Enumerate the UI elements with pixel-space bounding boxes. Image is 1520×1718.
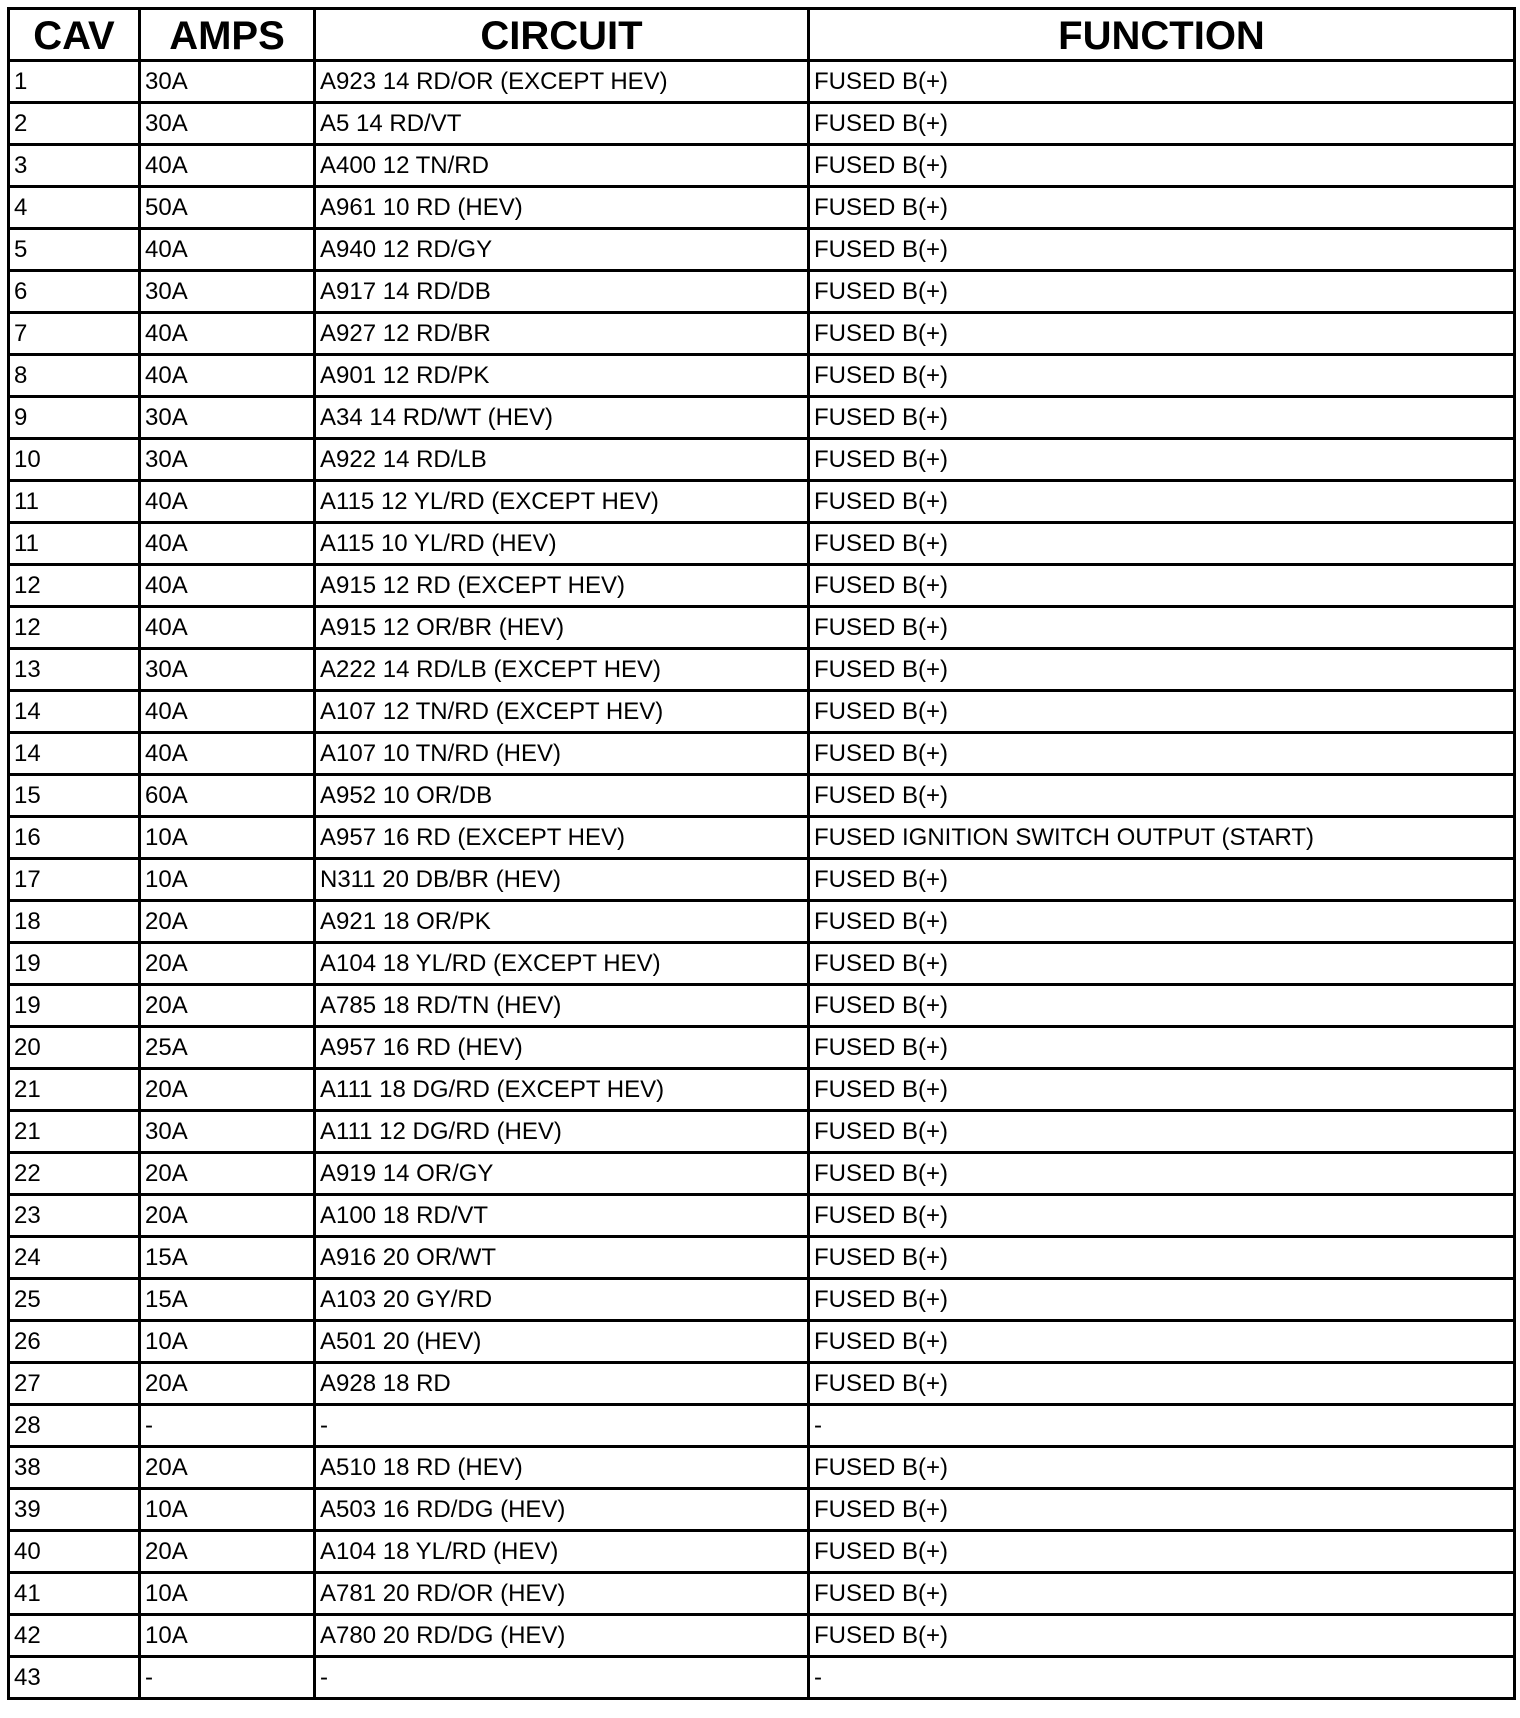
cell-cav: 14 (9, 691, 140, 733)
cell-circuit: A222 14 RD/LB (EXCEPT HEV) (315, 649, 809, 691)
table-row (9, 1321, 1515, 1363)
cell-cav: 21 (9, 1069, 140, 1111)
cell-cav: 11 (9, 523, 140, 565)
cell-cav: 18 (9, 901, 140, 943)
table-row (9, 943, 1515, 985)
cell-cav: 6 (9, 271, 140, 313)
cell-function: FUSED B(+) (809, 1321, 1515, 1363)
cell-function: FUSED B(+) (809, 1027, 1515, 1069)
cell-amps: 40A (140, 229, 315, 271)
cell-function: FUSED IGNITION SWITCH OUTPUT (START) (809, 817, 1515, 859)
cell-amps: 40A (140, 145, 315, 187)
cell-circuit: A915 12 RD (EXCEPT HEV) (315, 565, 809, 607)
cell-amps: - (140, 1405, 315, 1447)
cell-function: FUSED B(+) (809, 1069, 1515, 1111)
cell-circuit: A919 14 OR/GY (315, 1153, 809, 1195)
cell-cav: 40 (9, 1531, 140, 1573)
cell-circuit: A100 18 RD/VT (315, 1195, 809, 1237)
cell-amps: 10A (140, 859, 315, 901)
cell-amps: 40A (140, 523, 315, 565)
cell-function: FUSED B(+) (809, 1615, 1515, 1657)
cell-circuit: A107 10 TN/RD (HEV) (315, 733, 809, 775)
cell-function: FUSED B(+) (809, 733, 1515, 775)
cell-amps: 20A (140, 1069, 315, 1111)
table-row (9, 355, 1515, 397)
cell-amps: 25A (140, 1027, 315, 1069)
table-row (9, 1069, 1515, 1111)
table-row (9, 1153, 1515, 1195)
cell-amps: 40A (140, 355, 315, 397)
table-row (9, 901, 1515, 943)
cell-circuit: A104 18 YL/RD (EXCEPT HEV) (315, 943, 809, 985)
cell-circuit: N311 20 DB/BR (HEV) (315, 859, 809, 901)
cell-function: FUSED B(+) (809, 481, 1515, 523)
table-row (9, 397, 1515, 439)
cell-circuit: A916 20 OR/WT (315, 1237, 809, 1279)
cell-amps: 30A (140, 271, 315, 313)
cell-circuit: A901 12 RD/PK (315, 355, 809, 397)
cell-amps: 20A (140, 1153, 315, 1195)
table-row (9, 607, 1515, 649)
cell-cav: 21 (9, 1111, 140, 1153)
table-row (9, 1279, 1515, 1321)
cell-amps: 20A (140, 1363, 315, 1405)
cell-function: FUSED B(+) (809, 187, 1515, 229)
table-row (9, 1405, 1515, 1447)
cell-circuit: A103 20 GY/RD (315, 1279, 809, 1321)
table-row (9, 313, 1515, 355)
cell-circuit: A952 10 OR/DB (315, 775, 809, 817)
cell-function: FUSED B(+) (809, 943, 1515, 985)
cell-cav: 5 (9, 229, 140, 271)
cell-cav: 22 (9, 1153, 140, 1195)
cell-function: FUSED B(+) (809, 1279, 1515, 1321)
cell-circuit: A104 18 YL/RD (HEV) (315, 1531, 809, 1573)
cell-circuit: A928 18 RD (315, 1363, 809, 1405)
cell-function: FUSED B(+) (809, 1363, 1515, 1405)
cell-cav: 14 (9, 733, 140, 775)
cell-function: FUSED B(+) (809, 1531, 1515, 1573)
cell-amps: 30A (140, 61, 315, 103)
cell-cav: 25 (9, 1279, 140, 1321)
cell-cav: 39 (9, 1489, 140, 1531)
cell-cav: 27 (9, 1363, 140, 1405)
table-row (9, 1027, 1515, 1069)
cell-cav: 41 (9, 1573, 140, 1615)
cell-cav: 2 (9, 103, 140, 145)
cell-amps: 20A (140, 1531, 315, 1573)
cell-function: FUSED B(+) (809, 1489, 1515, 1531)
cell-amps: 20A (140, 943, 315, 985)
cell-circuit: A922 14 RD/LB (315, 439, 809, 481)
cell-function: FUSED B(+) (809, 565, 1515, 607)
table-body (9, 61, 1515, 1699)
table-row (9, 1657, 1515, 1699)
table-row (9, 187, 1515, 229)
cell-circuit: - (315, 1657, 809, 1699)
cell-amps: 40A (140, 607, 315, 649)
cell-circuit: A34 14 RD/WT (HEV) (315, 397, 809, 439)
table-row (9, 1615, 1515, 1657)
table-row (9, 985, 1515, 1027)
table-row (9, 733, 1515, 775)
cell-amps: 30A (140, 649, 315, 691)
cell-cav: 38 (9, 1447, 140, 1489)
cell-cav: 9 (9, 397, 140, 439)
cell-circuit: A781 20 RD/OR (HEV) (315, 1573, 809, 1615)
cell-cav: 1 (9, 61, 140, 103)
cell-amps: 20A (140, 985, 315, 1027)
cell-amps: 10A (140, 1489, 315, 1531)
cell-cav: 13 (9, 649, 140, 691)
cell-cav: 16 (9, 817, 140, 859)
header-row (9, 9, 1515, 61)
cell-amps: 10A (140, 1573, 315, 1615)
table-row (9, 649, 1515, 691)
cell-function: FUSED B(+) (809, 607, 1515, 649)
cell-circuit: A501 20 (HEV) (315, 1321, 809, 1363)
table-row (9, 1573, 1515, 1615)
cell-circuit: A961 10 RD (HEV) (315, 187, 809, 229)
cell-function: FUSED B(+) (809, 355, 1515, 397)
table-row (9, 103, 1515, 145)
cell-amps: - (140, 1657, 315, 1699)
header-cav: CAV (9, 9, 140, 61)
cell-function: - (809, 1405, 1515, 1447)
cell-function: - (809, 1657, 1515, 1699)
cell-amps: 15A (140, 1237, 315, 1279)
cell-function: FUSED B(+) (809, 1237, 1515, 1279)
table-row (9, 1111, 1515, 1153)
cell-circuit: A915 12 OR/BR (HEV) (315, 607, 809, 649)
cell-function: FUSED B(+) (809, 313, 1515, 355)
cell-cav: 19 (9, 985, 140, 1027)
cell-amps: 10A (140, 817, 315, 859)
cell-cav: 26 (9, 1321, 140, 1363)
cell-function: FUSED B(+) (809, 523, 1515, 565)
cell-cav: 28 (9, 1405, 140, 1447)
cell-function: FUSED B(+) (809, 1111, 1515, 1153)
cell-function: FUSED B(+) (809, 397, 1515, 439)
cell-function: FUSED B(+) (809, 103, 1515, 145)
cell-circuit: A923 14 RD/OR (EXCEPT HEV) (315, 61, 809, 103)
cell-circuit: A115 10 YL/RD (HEV) (315, 523, 809, 565)
cell-cav: 11 (9, 481, 140, 523)
cell-circuit: A111 18 DG/RD (EXCEPT HEV) (315, 1069, 809, 1111)
table-row (9, 1237, 1515, 1279)
cell-circuit: A400 12 TN/RD (315, 145, 809, 187)
cell-amps: 50A (140, 187, 315, 229)
cell-amps: 20A (140, 1195, 315, 1237)
header-function: FUNCTION (809, 9, 1515, 61)
cell-function: FUSED B(+) (809, 271, 1515, 313)
table-row (9, 145, 1515, 187)
cell-amps: 40A (140, 565, 315, 607)
table-row (9, 859, 1515, 901)
header-circuit: CIRCUIT (315, 9, 809, 61)
cell-cav: 8 (9, 355, 140, 397)
cell-circuit: A927 12 RD/BR (315, 313, 809, 355)
cell-cav: 43 (9, 1657, 140, 1699)
cell-cav: 12 (9, 565, 140, 607)
cell-circuit: A5 14 RD/VT (315, 103, 809, 145)
table-row (9, 1489, 1515, 1531)
cell-circuit: A957 16 RD (EXCEPT HEV) (315, 817, 809, 859)
cell-function: FUSED B(+) (809, 859, 1515, 901)
cell-amps: 15A (140, 1279, 315, 1321)
cell-function: FUSED B(+) (809, 901, 1515, 943)
cell-amps: 10A (140, 1615, 315, 1657)
cell-function: FUSED B(+) (809, 1195, 1515, 1237)
cell-function: FUSED B(+) (809, 1573, 1515, 1615)
table-row (9, 817, 1515, 859)
cell-function: FUSED B(+) (809, 775, 1515, 817)
table-row (9, 439, 1515, 481)
cell-cav: 4 (9, 187, 140, 229)
cell-circuit: A111 12 DG/RD (HEV) (315, 1111, 809, 1153)
table-row (9, 1447, 1515, 1489)
table-row (9, 565, 1515, 607)
cell-amps: 60A (140, 775, 315, 817)
cell-amps: 30A (140, 397, 315, 439)
cell-circuit: A115 12 YL/RD (EXCEPT HEV) (315, 481, 809, 523)
cell-circuit: A940 12 RD/GY (315, 229, 809, 271)
cell-amps: 40A (140, 691, 315, 733)
cell-function: FUSED B(+) (809, 439, 1515, 481)
header-amps: AMPS (140, 9, 315, 61)
cell-amps: 30A (140, 439, 315, 481)
cell-cav: 12 (9, 607, 140, 649)
cell-amps: 20A (140, 1447, 315, 1489)
cell-cav: 24 (9, 1237, 140, 1279)
cell-function: FUSED B(+) (809, 1447, 1515, 1489)
table-header (9, 9, 1515, 61)
table-row (9, 1195, 1515, 1237)
cell-amps: 20A (140, 901, 315, 943)
cell-amps: 30A (140, 103, 315, 145)
cell-cav: 17 (9, 859, 140, 901)
cell-amps: 40A (140, 733, 315, 775)
cell-circuit: A785 18 RD/TN (HEV) (315, 985, 809, 1027)
cell-circuit: - (315, 1405, 809, 1447)
cell-function: FUSED B(+) (809, 1153, 1515, 1195)
cell-circuit: A921 18 OR/PK (315, 901, 809, 943)
cell-amps: 40A (140, 313, 315, 355)
cell-cav: 23 (9, 1195, 140, 1237)
cell-circuit: A780 20 RD/DG (HEV) (315, 1615, 809, 1657)
cell-circuit: A503 16 RD/DG (HEV) (315, 1489, 809, 1531)
cell-function: FUSED B(+) (809, 145, 1515, 187)
cell-function: FUSED B(+) (809, 229, 1515, 271)
cell-amps: 10A (140, 1321, 315, 1363)
cell-function: FUSED B(+) (809, 691, 1515, 733)
cell-function: FUSED B(+) (809, 649, 1515, 691)
table-row (9, 271, 1515, 313)
table-row (9, 61, 1515, 103)
table-row (9, 775, 1515, 817)
cell-amps: 40A (140, 481, 315, 523)
cell-cav: 19 (9, 943, 140, 985)
cell-cav: 7 (9, 313, 140, 355)
table-row (9, 229, 1515, 271)
cell-cav: 15 (9, 775, 140, 817)
fuse-table (7, 7, 1516, 1700)
cell-circuit: A957 16 RD (HEV) (315, 1027, 809, 1069)
table-row (9, 691, 1515, 733)
cell-cav: 3 (9, 145, 140, 187)
cell-cav: 42 (9, 1615, 140, 1657)
table-row (9, 1531, 1515, 1573)
cell-circuit: A510 18 RD (HEV) (315, 1447, 809, 1489)
cell-cav: 20 (9, 1027, 140, 1069)
cell-circuit: A917 14 RD/DB (315, 271, 809, 313)
table-row (9, 1363, 1515, 1405)
cell-circuit: A107 12 TN/RD (EXCEPT HEV) (315, 691, 809, 733)
table-row (9, 481, 1515, 523)
cell-function: FUSED B(+) (809, 61, 1515, 103)
cell-amps: 30A (140, 1111, 315, 1153)
cell-cav: 10 (9, 439, 140, 481)
cell-function: FUSED B(+) (809, 985, 1515, 1027)
table-row (9, 523, 1515, 565)
